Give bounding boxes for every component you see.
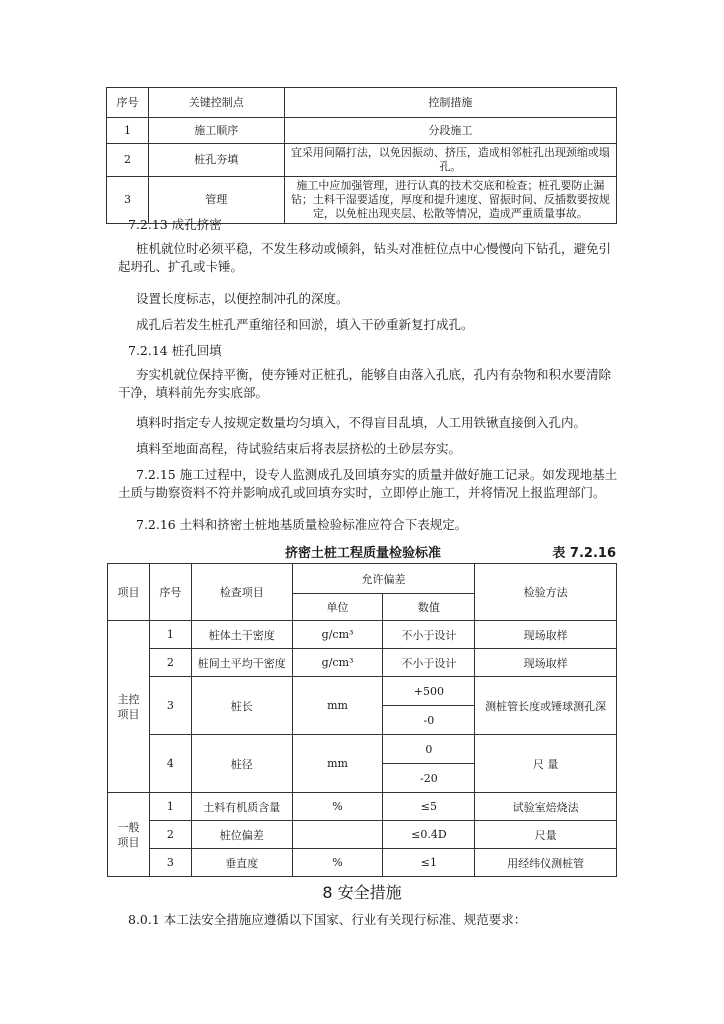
table-row (108, 621, 617, 649)
section-heading: 7.2.14 桩孔回填 (128, 343, 222, 358)
cell-no: 4 (149, 735, 191, 793)
cell-unit: % (292, 849, 383, 877)
cell-unit: mm (292, 735, 383, 793)
header-value: 数值 (383, 594, 475, 621)
cell-method: 测桩管长度或锤球测孔深 (475, 677, 617, 735)
table-row (108, 735, 617, 764)
header-method: 检验方法 (475, 564, 617, 621)
cell-check: 桩长 (191, 677, 292, 735)
table-row (107, 118, 617, 144)
paragraph: 7.2.16 土料和挤密土桩地基质量检验标准应符合下表规定。 (136, 517, 468, 532)
control-table (106, 87, 617, 224)
cell-check: 桩体土干密度 (191, 621, 292, 649)
cell-value: ≤1 (383, 849, 475, 877)
table-row (108, 821, 617, 849)
cell-no: 3 (149, 677, 191, 735)
table-row (108, 849, 617, 877)
cell-method: 尺量 (475, 821, 617, 849)
control-table-header (107, 88, 617, 118)
cell-no: 1 (107, 118, 149, 144)
paragraph: 填料至地面高程，待试验结束后将表层挤松的土砂层夯实。 (136, 441, 462, 456)
cell-unit (292, 821, 383, 849)
header-point: 关键控制点 (148, 88, 284, 118)
cell-value: 不小于设计 (383, 649, 475, 677)
cell-no: 1 (149, 793, 191, 821)
cell-unit: g/cm³ (292, 649, 383, 677)
table-row (108, 677, 617, 706)
section-title: 8 安全措施 (322, 883, 402, 902)
cell-method: 现场取样 (475, 649, 617, 677)
paragraph: 成孔后若发生桩孔严重缩径和回淤，填入干砂重新复打成孔。 (136, 317, 474, 332)
paragraph: 7.2.15 施工过程中，设专人监测成孔及回填夯实的质量并做好施工记录。如发现地基土土质与勘察资料不符并影响成孔或回填夯实时，立即停止施工，并将情况上报监理部门。 (118, 467, 618, 500)
cell-measure: 宜采用间隔打法，以免因振动、挤压，造成相邻桩孔出现颈缩或塌孔。 (284, 144, 616, 177)
cell-unit: g/cm³ (292, 621, 383, 649)
cell-value-lower: -0 (383, 706, 475, 735)
cell-measure: 分段施工 (284, 118, 616, 144)
table-header-row (108, 564, 617, 594)
cell-value: 不小于设计 (383, 621, 475, 649)
cell-check: 土料有机质含量 (191, 793, 292, 821)
cell-point: 施工顺序 (148, 118, 284, 144)
cell-value: ≤5 (383, 793, 475, 821)
cell-no: 2 (149, 821, 191, 849)
cell-method: 试验室焙烧法 (475, 793, 617, 821)
paragraph: 夯实机就位保持平衡，使夯锤对正桩孔，能够自由落入孔底，孔内有杂物和积水要清除干净，填料前先夯实底部。 (118, 367, 612, 400)
cell-method: 用经纬仪测桩管 (475, 849, 617, 877)
cell-value-upper: +500 (383, 677, 475, 706)
header-allow: 允许偏差 (292, 564, 475, 594)
paragraph: 填料时指定专人按规定数量均匀填入，不得盲目乱填，人工用铁锹直接倒入孔内。 (136, 415, 587, 430)
cell-check: 桩间土平均干密度 (191, 649, 292, 677)
header-no: 序号 (149, 564, 191, 621)
cell-value-lower: -20 (383, 764, 475, 793)
cell-no: 2 (149, 649, 191, 677)
header-item: 项目 (108, 564, 150, 621)
table-row (108, 793, 617, 821)
group-general: 一般 项目 (108, 793, 150, 877)
cell-point: 桩孔夯填 (148, 144, 284, 177)
cell-no: 2 (107, 144, 149, 177)
header-unit: 单位 (292, 594, 383, 621)
cell-no: 3 (107, 177, 149, 224)
cell-value: ≤0.4D (383, 821, 475, 849)
cell-check: 桩径 (191, 735, 292, 793)
cell-no: 1 (149, 621, 191, 649)
table-row (107, 144, 617, 177)
cell-unit: % (292, 793, 383, 821)
cell-method: 尺 量 (475, 735, 617, 793)
section-heading: 7.2.13 成孔挤密 (128, 217, 222, 232)
cell-value-upper: 0 (383, 735, 475, 764)
header-no: 序号 (107, 88, 149, 118)
quality-standard-table (107, 563, 617, 877)
group-main: 主控 项目 (108, 621, 150, 793)
cell-measure: 施工中应加强管理，进行认真的技术交底和检查；桩孔要防止漏钻；土料干湿要适度，厚度和提升速度、留振时间、反插数要按规定，以免桩出现夹层、松散等情况，造成严重质量事故。 (284, 177, 616, 224)
cell-point: 管理 (148, 177, 284, 224)
cell-method: 现场取样 (475, 621, 617, 649)
paragraph: 设置长度标志，以便控制冲孔的深度。 (136, 291, 349, 306)
paragraph: 桩机就位时必须平稳，不发生移动或倾斜，钻头对准桩位点中心慢慢向下钻孔，避免引起坍孔、扩孔或卡锤。 (118, 241, 612, 274)
cell-unit: mm (292, 677, 383, 735)
cell-check: 垂直度 (191, 849, 292, 877)
header-measure: 控制措施 (284, 88, 616, 118)
table-caption-title: 挤密土桩工程质量检验标准 (284, 546, 441, 561)
header-check: 检查项目 (191, 564, 292, 621)
cell-no: 3 (149, 849, 191, 877)
cell-check: 桩位偏差 (191, 821, 292, 849)
table-row (108, 649, 617, 677)
paragraph: 8.0.1 本工法安全措施应遵循以下国家、行业有关现行标准、规范要求： (128, 912, 527, 927)
table-caption-number: 表 7.2.16 (552, 546, 616, 561)
